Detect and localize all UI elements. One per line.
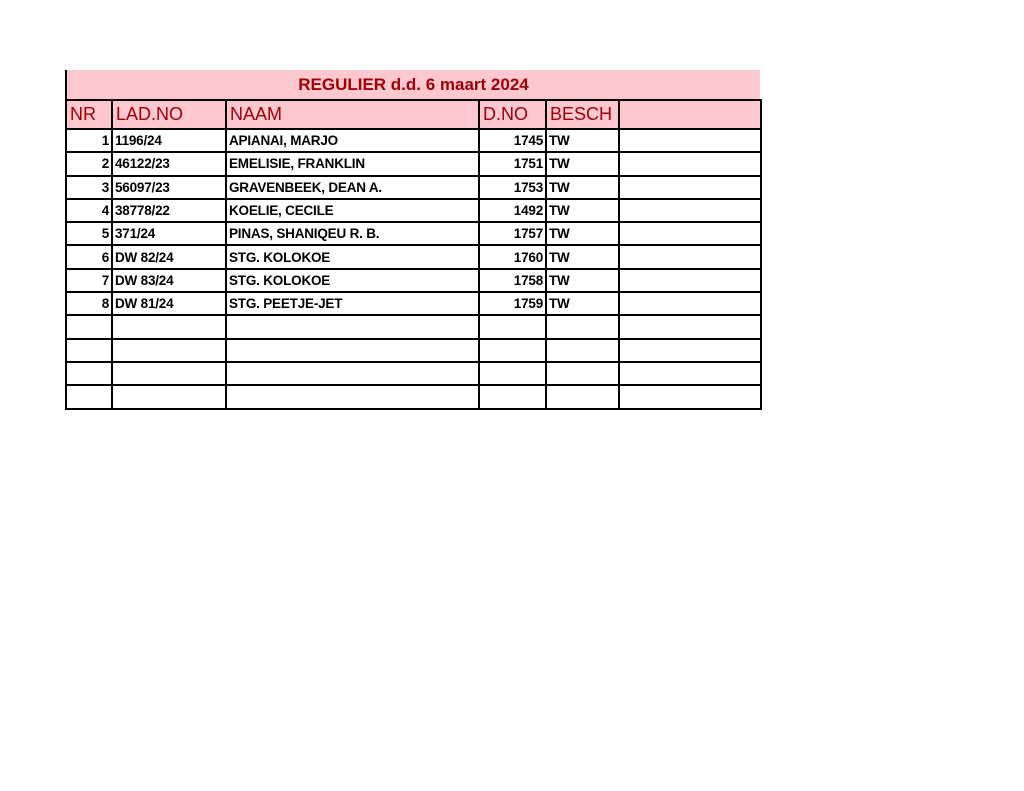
cell-extra bbox=[619, 362, 761, 385]
table-row bbox=[66, 152, 761, 175]
cell-naam: KOELIE, CECILE bbox=[226, 199, 479, 222]
table-row bbox=[66, 245, 761, 268]
cell-naam: STG. KOLOKOE bbox=[226, 245, 479, 268]
header-row bbox=[66, 100, 761, 129]
cell-extra bbox=[619, 269, 761, 292]
cell-lad-no: 1196/24 bbox=[112, 129, 226, 152]
table-row bbox=[66, 339, 761, 362]
table-row bbox=[66, 199, 761, 222]
cell-lad-no: 56097/23 bbox=[112, 176, 226, 199]
cell-lad-no: DW 83/24 bbox=[112, 269, 226, 292]
header-nr: NR bbox=[66, 100, 112, 129]
cell-nr bbox=[66, 315, 112, 338]
cell-naam: PINAS, SHANIQEU R. B. bbox=[226, 222, 479, 245]
cell-naam: APIANAI, MARJO bbox=[226, 129, 479, 152]
header-extra bbox=[619, 100, 761, 129]
cell-extra bbox=[619, 245, 761, 268]
table-row bbox=[66, 315, 761, 338]
sheet-title: REGULIER d.d. 6 maart 2024 bbox=[65, 70, 760, 99]
cell-nr: 3 bbox=[66, 176, 112, 199]
cell-lad-no: DW 81/24 bbox=[112, 292, 226, 315]
cell-extra bbox=[619, 129, 761, 152]
cell-extra bbox=[619, 292, 761, 315]
cell-nr bbox=[66, 385, 112, 408]
cell-d-no: 1492 bbox=[479, 199, 546, 222]
cell-naam bbox=[226, 339, 479, 362]
table-row bbox=[66, 176, 761, 199]
cell-besch: TW bbox=[546, 292, 619, 315]
cell-extra bbox=[619, 339, 761, 362]
cell-d-no: 1753 bbox=[479, 176, 546, 199]
cell-nr: 7 bbox=[66, 269, 112, 292]
table-row bbox=[66, 222, 761, 245]
cell-nr: 1 bbox=[66, 129, 112, 152]
cell-extra bbox=[619, 385, 761, 408]
cell-besch bbox=[546, 362, 619, 385]
cell-naam bbox=[226, 362, 479, 385]
cell-besch: TW bbox=[546, 129, 619, 152]
cell-extra bbox=[619, 315, 761, 338]
cell-nr: 6 bbox=[66, 245, 112, 268]
cell-besch: TW bbox=[546, 222, 619, 245]
cell-nr: 8 bbox=[66, 292, 112, 315]
cell-naam: STG. KOLOKOE bbox=[226, 269, 479, 292]
cell-lad-no: DW 82/24 bbox=[112, 245, 226, 268]
cell-naam bbox=[226, 315, 479, 338]
cell-lad-no bbox=[112, 315, 226, 338]
cell-extra bbox=[619, 176, 761, 199]
table-row bbox=[66, 292, 761, 315]
cell-nr bbox=[66, 362, 112, 385]
table-row bbox=[66, 385, 761, 408]
cell-extra bbox=[619, 222, 761, 245]
register-table bbox=[65, 99, 762, 410]
cell-d-no: 1758 bbox=[479, 269, 546, 292]
cell-d-no: 1757 bbox=[479, 222, 546, 245]
cell-naam bbox=[226, 385, 479, 408]
cell-besch: TW bbox=[546, 199, 619, 222]
cell-besch: TW bbox=[546, 245, 619, 268]
cell-lad-no bbox=[112, 362, 226, 385]
cell-d-no bbox=[479, 315, 546, 338]
header-besch: BESCH bbox=[546, 100, 619, 129]
cell-besch: TW bbox=[546, 152, 619, 175]
cell-besch bbox=[546, 385, 619, 408]
cell-lad-no: 371/24 bbox=[112, 222, 226, 245]
cell-d-no: 1760 bbox=[479, 245, 546, 268]
cell-besch bbox=[546, 339, 619, 362]
cell-d-no bbox=[479, 339, 546, 362]
cell-d-no: 1751 bbox=[479, 152, 546, 175]
cell-lad-no bbox=[112, 385, 226, 408]
cell-naam: GRAVENBEEK, DEAN A. bbox=[226, 176, 479, 199]
cell-besch: TW bbox=[546, 269, 619, 292]
cell-lad-no bbox=[112, 339, 226, 362]
header-naam: NAAM bbox=[226, 100, 479, 129]
cell-naam: EMELISIE, FRANKLIN bbox=[226, 152, 479, 175]
cell-extra bbox=[619, 199, 761, 222]
cell-besch: TW bbox=[546, 176, 619, 199]
cell-lad-no: 38778/22 bbox=[112, 199, 226, 222]
table-row bbox=[66, 129, 761, 152]
table-body bbox=[66, 129, 761, 409]
table-row bbox=[66, 269, 761, 292]
cell-d-no: 1745 bbox=[479, 129, 546, 152]
cell-nr bbox=[66, 339, 112, 362]
cell-extra bbox=[619, 152, 761, 175]
cell-nr: 4 bbox=[66, 199, 112, 222]
cell-nr: 2 bbox=[66, 152, 112, 175]
header-d-no: D.NO bbox=[479, 100, 546, 129]
header-lad-no: LAD.NO bbox=[112, 100, 226, 129]
cell-besch bbox=[546, 315, 619, 338]
cell-d-no bbox=[479, 362, 546, 385]
cell-d-no bbox=[479, 385, 546, 408]
cell-nr: 5 bbox=[66, 222, 112, 245]
register-sheet bbox=[65, 70, 760, 410]
cell-lad-no: 46122/23 bbox=[112, 152, 226, 175]
cell-d-no: 1759 bbox=[479, 292, 546, 315]
table-row bbox=[66, 362, 761, 385]
cell-naam: STG. PEETJE-JET bbox=[226, 292, 479, 315]
